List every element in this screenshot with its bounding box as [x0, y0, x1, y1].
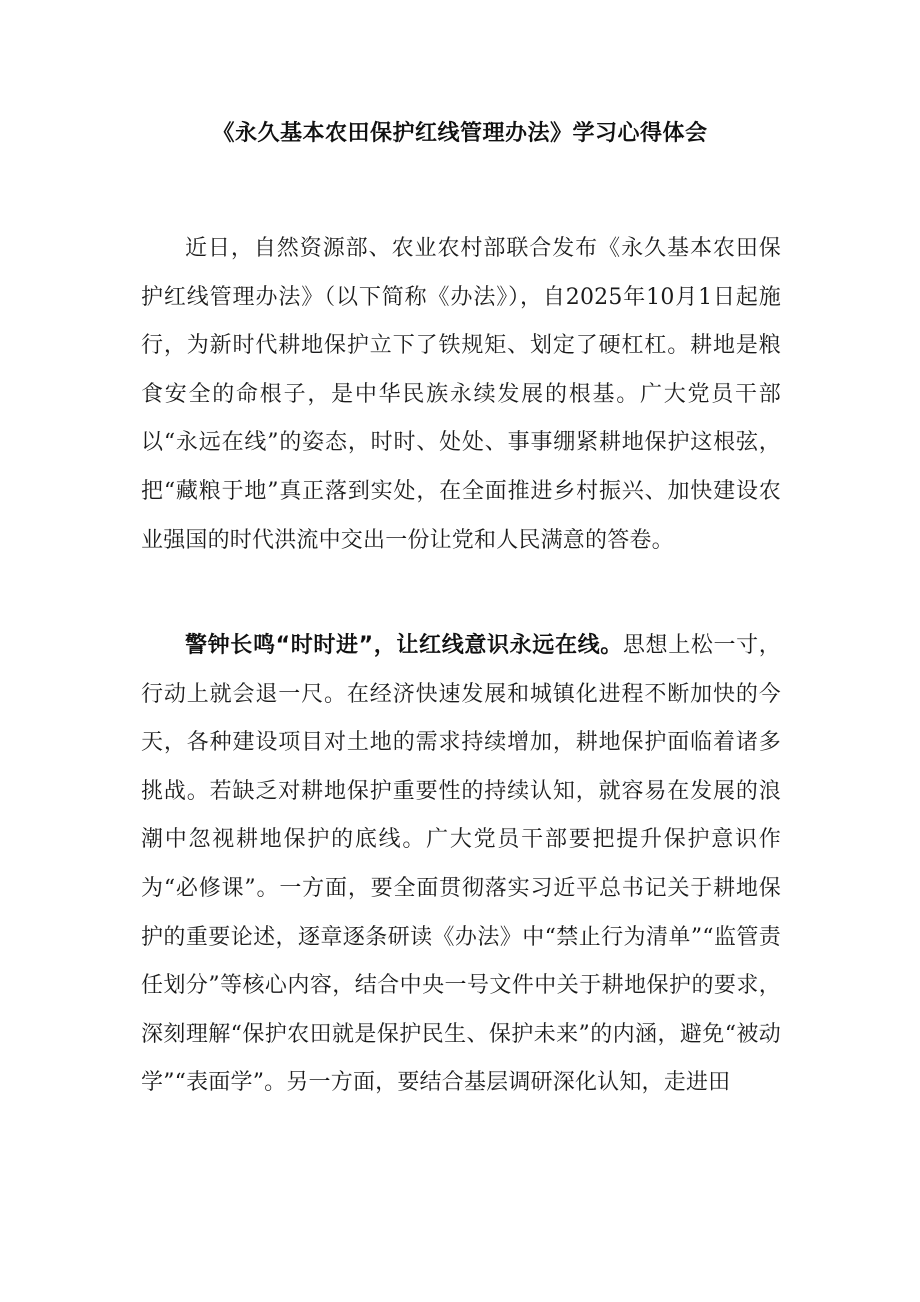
section-one-heading: 警钟长鸣“时时进”，让红线意识永远在线。 — [185, 633, 623, 658]
section-one-text: 思想上松一寸，行动上就会退一尺。在经济快速发展和城镇化进程不断加快的今天，各种建设项目对土地的需求持续增加，耕地保护面临着诸多挑战。若缺乏对耕地保护重要性的持续认知，就容易在发展的浪潮中忽视耕地保护的底线。广大党员干部要把提升保护意识作为“必修课”。一方面，要全面贯彻落实习近平总书记关于耕地保护的重要论述，逐章逐条研读《办法》中“禁止行为清单”“监管责任划分”等核心内容，结合中央一号文件中关于耕地保护的要求，深刻理解“保护农田就是保护民生、保护未来”的内涵，避免“被动学”“表面学”。另一方面，要结合基层调研深化认知，走进田 — [141, 633, 782, 1096]
document-title: 《永久基本农田保护红线管理办法》学习心得体会 — [212, 121, 708, 146]
paragraph-intro — [141, 225, 781, 565]
paragraph-intro-text: 近日，自然资源部、农业农村部联合发布《永久基本农田保护红线管理办法》（以下简称《办法》），自2025年10月1日起施行，为新时代耕地保护立下了铁规矩、划定了硬杠杠。耕地是粮食安全的命根子，是中华民族永续发展的根基。广大党员干部以“永远在线”的姿态，时时、处处、事事绷紧耕地保护这根弦，把“藏粮于地”真正落到实处，在全面推进乡村振兴、加快建设农业强国的时代洪流中交出一份让党和人民满意的答卷。 — [141, 236, 781, 553]
paragraph-section-one — [141, 622, 781, 1108]
